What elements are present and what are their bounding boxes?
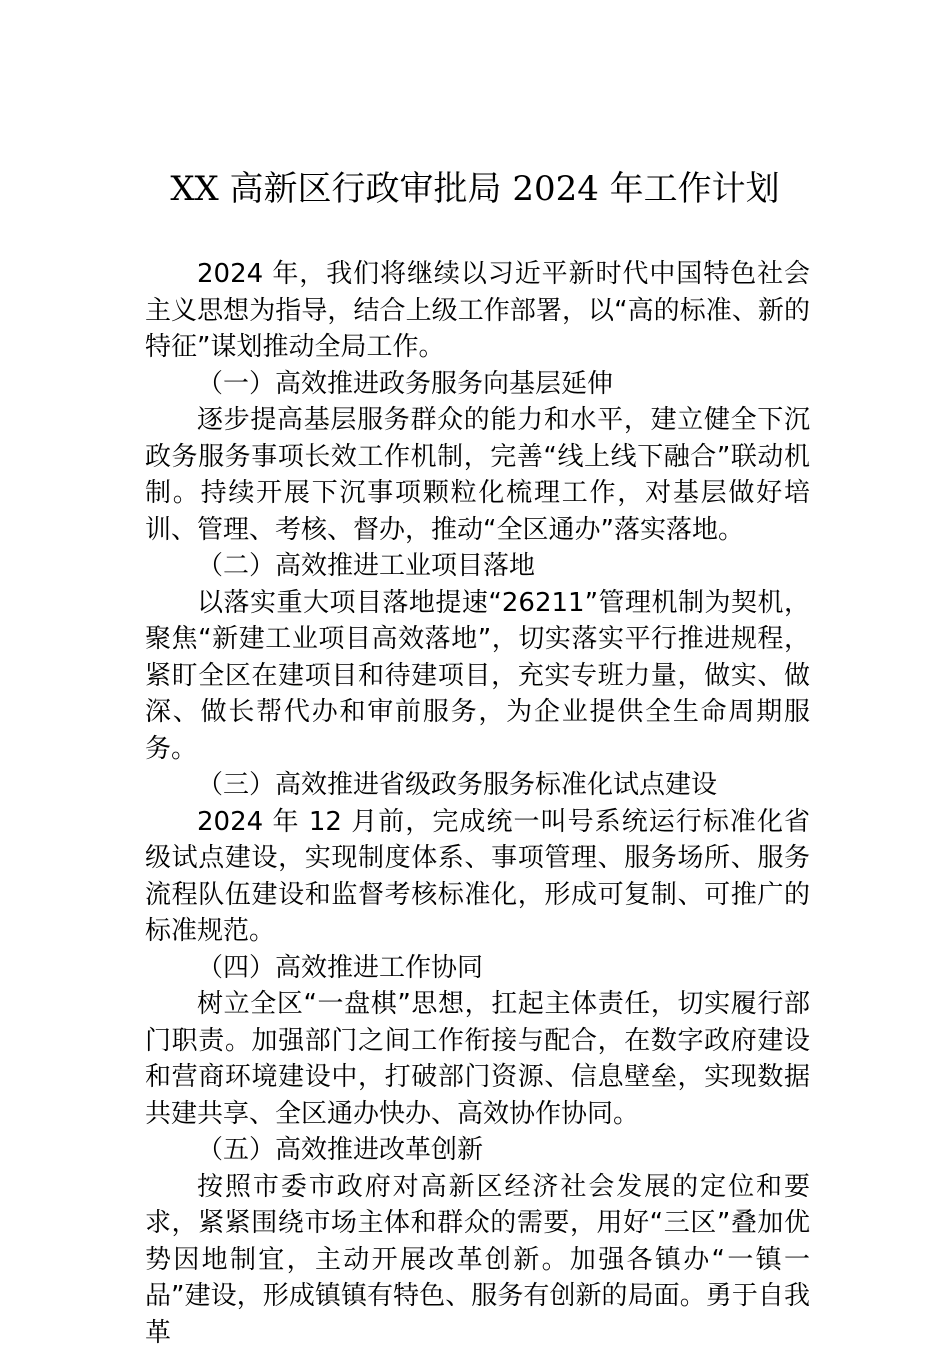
document-body [145, 256, 810, 1351]
section-heading-4: （四）高效推进工作协同 [145, 950, 810, 987]
section-heading-5: （五）高效推进改革创新 [145, 1132, 810, 1169]
section-body-3: 2024 年 12 月前，完成统一叫号系统运行标准化省级试点建设，实现制度体系、事项管理、服务场所、服务流程队伍建设和监督考核标准化，形成可复制、可推广的标准规范。 [145, 804, 810, 950]
section-body-5: 按照市委市政府对高新区经济社会发展的定位和要求，紧紧围绕市场主体和群众的需要，用好“三区”叠加优势因地制宜，主动开展改革创新。加强各镇办“一镇一品”建设，形成镇镇有特色、服务有创新的局面。勇于自我革 [145, 1169, 810, 1351]
intro-paragraph: 2024 年，我们将继续以习近平新时代中国特色社会主义思想为指导，结合上级工作部署，以“高的标准、新的特征”谋划推动全局工作。 [145, 256, 810, 366]
section-heading-2: （二）高效推进工业项目落地 [145, 548, 810, 585]
section-heading-1: （一）高效推进政务服务向基层延伸 [145, 366, 810, 403]
section-body-2: 以落实重大项目落地提速“26211”管理机制为契机，聚焦“新建工业项目高效落地”，切实落实平行推进规程，紧盯全区在建项目和待建项目，充实专班力量，做实、做深、做长帮代办和审前服务，为企业提供全生命周期服务。 [145, 585, 810, 768]
section-body-1: 逐步提高基层服务群众的能力和水平，建立健全下沉政务服务事项长效工作机制，完善“线上线下融合”联动机制。持续开展下沉事项颗粒化梳理工作，对基层做好培训、管理、考核、督办，推动“全区通办”落实落地。 [145, 402, 810, 548]
section-heading-3: （三）高效推进省级政务服务标准化试点建设 [145, 767, 810, 804]
section-body-4: 树立全区“一盘棋”思想，扛起主体责任，切实履行部门职责。加强部门之间工作衔接与配合，在数字政府建设和营商环境建设中，打破部门资源、信息壁垒，实现数据共建共享、全区通办快办、高效协作协同。 [145, 986, 810, 1132]
document-title: XX 高新区行政审批局 2024 年工作计划 [0, 166, 950, 212]
